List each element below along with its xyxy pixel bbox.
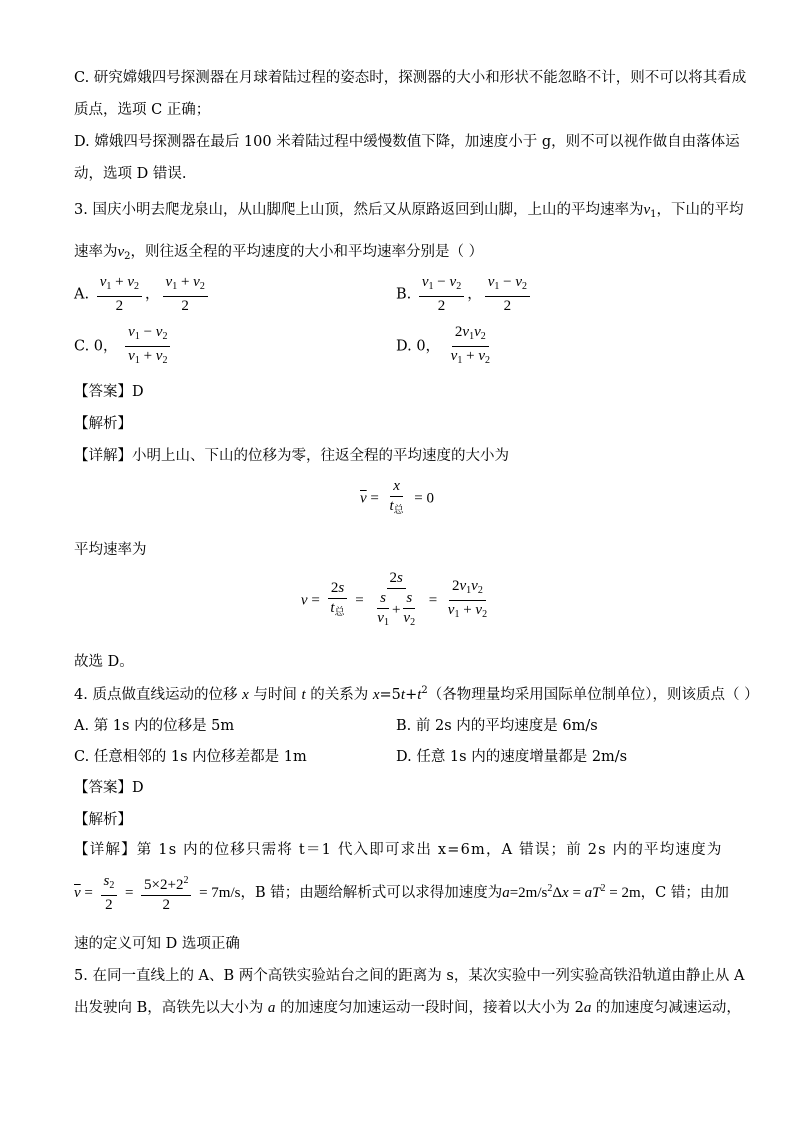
fraction: $\frac{v_1 + v_2}{2}$ (97, 274, 142, 315)
formula-q4: $\overline{v}$ = $\frac{s_2}{2}$ = $\frac{5\times 2+2^2}{2}$ = 7m/s，B 错；由题给解析式可以求得加速度为$a=2m/s^2\Delta x = aT^2 = 2m$，C 错；由加 (74, 872, 729, 913)
option-b: B. $\frac{v_1 - v_2}{2}$ ， $\frac{v_1 - v_2}{2}$ (396, 274, 533, 315)
fraction: $\frac{v_1 + v_2}{2}$ (163, 274, 208, 315)
question-5-line1: 5. 在同一直线上的 A、B 两个高铁实验站台之间的距离为 s，某次实验中一列实验高铁沿轨道由静止从 A (74, 968, 745, 984)
answer-label: 【答案】D (74, 384, 144, 400)
detail-text: 【详解】第 1s 内的位移只需将 t＝1 代入即可求出 x=6m，A 错误；前 2s 内的平均速度为 (74, 842, 723, 858)
text-line: 质点，选项 C 正确； (74, 102, 211, 118)
q4-option-c: C. 任意相邻的 1s 内位移差都是 1m (74, 749, 307, 765)
fraction: $\frac{s_2}{2}$ (101, 873, 118, 914)
fraction: $\frac{2v_1v_2}{v_1 + v_2}$ (450, 324, 490, 366)
question-3-line1: 3. 国庆小明去爬龙泉山，从山脚爬上山顶，然后又从原路返回到山脚，上山的平均速率为$v_1$，下山的平均 (74, 202, 744, 220)
analysis-label: 【解析】 (74, 812, 132, 828)
question-4-line1: 4. 质点做直线运动的位移 x 与时间 t 的关系为 $x=5t+t^2$（各物理量均采用国际单位制单位），则该质点（ ） (74, 685, 759, 703)
fraction: $\frac{v_1 - v_2}{2}$ (419, 274, 464, 315)
fraction: $\frac{v_1 - v_2}{v_1 + v_2}$ (125, 324, 170, 369)
fraction: $\frac{2s}{t_总}$ (327, 580, 347, 621)
fraction: $\frac{x}{t_总}$ (389, 478, 404, 516)
conclusion: 故选 D。 (74, 654, 134, 670)
option-c: C. 0， $\frac{v_1 - v_2}{v_1 + v_2}$ (74, 324, 173, 369)
question-3-line2: 速率为$v_2$，则往返全程的平均速度的大小和平均速率分别是（ ） (74, 244, 484, 262)
fraction: $\frac{v_1 - v_2}{2}$ (485, 274, 530, 315)
option-d: D. 0， $\frac{2v_1v_2}{v_1 + v_2}$ (396, 324, 496, 369)
formula-avg-rate: v = $\frac{2s}{t_总}$ = 2s $\frac{s}{v_1}$ + $\frac{s}{v_2}$ = $\frac{2v_1v_2}{v_1 + v_2}$ (0, 570, 794, 631)
text-line: 平均速率为 (74, 542, 147, 558)
text-line: 速的定义可知 D 选项正确 (74, 936, 240, 952)
text-line: D. 嫦娥四号探测器在最后 100 米着陆过程中缓慢数值下降，加速度小于 g，则不可以视作做自由落体运 (74, 134, 740, 150)
answer-label: 【答案】D (74, 780, 144, 796)
fraction: $\frac{2v_1v_2}{v_1 + v_2}$ (447, 578, 488, 620)
detail-text: 【详解】小明上山、下山的位移为零，往返全程的平均速度的大小为 (74, 448, 509, 464)
analysis-label: 【解析】 (74, 416, 132, 432)
fraction: 2s $\frac{s}{v_1}$ + $\frac{s}{v_2}$ (377, 570, 416, 628)
question-5-line2: 出发驶向 B，高铁先以大小为 a 的加速度匀加速运动一段时间，接着以大小为 2a 的加速度匀减速运动， (74, 1000, 741, 1016)
formula-avg-velocity: $\overline{v}$ = $\frac{x}{t_总}$ = 0 (0, 478, 794, 519)
fraction: $\frac{5\times 2+2^2}{2}$ (141, 872, 191, 914)
q4-option-b: B. 前 2s 内的平均速度是 6m/s (396, 718, 598, 734)
text-line: 动，选项 D 错误. (74, 166, 187, 182)
text-line: C. 研究嫦娥四号探测器在月球着陆过程的姿态时，探测器的大小和形状不能忽略不计，则不可以将其看成 (74, 70, 747, 86)
q4-option-d: D. 任意 1s 内的速度增量都是 2m/s (396, 749, 628, 765)
q4-option-a: A. 第 1s 内的位移是 5m (74, 718, 235, 734)
option-a: A. $\frac{v_1 + v_2}{2}$ ， $\frac{v_1 + v_2}{2}$ (74, 274, 211, 315)
